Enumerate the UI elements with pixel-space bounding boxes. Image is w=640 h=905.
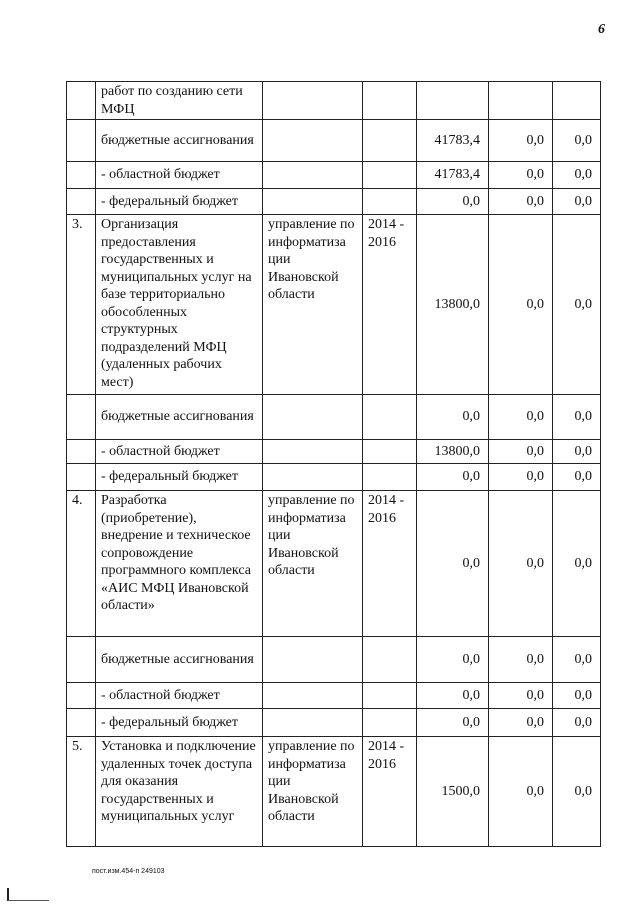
table-row <box>67 395 601 440</box>
item-name: бюджетные ассигнования <box>96 395 263 440</box>
value-2014: 13800,0 <box>417 215 489 395</box>
value-2016: 0,0 <box>553 215 601 395</box>
period: 2014 - 2016 <box>363 737 417 847</box>
item-name: - федеральный бюджет <box>96 464 263 491</box>
value-2015: 0,0 <box>489 120 553 162</box>
document-reference: пост.изм.454-п 249103 <box>92 868 165 875</box>
value-2014: 0,0 <box>417 491 489 637</box>
item-name: работ по созданию сети МФЦ <box>96 82 263 120</box>
table-row <box>67 709 601 737</box>
row-number <box>67 440 96 464</box>
period <box>363 120 417 162</box>
item-name: бюджетные ассигнования <box>96 637 263 683</box>
value-2016: 0,0 <box>553 440 601 464</box>
budget-table <box>66 81 601 847</box>
table-row <box>67 189 601 215</box>
item-name: Установка и подключение удаленных точек доступа для оказания государственных и муниципальных услуг <box>96 737 263 847</box>
executor <box>263 82 363 120</box>
value-2015: 0,0 <box>489 215 553 395</box>
value-2016: 0,0 <box>553 491 601 637</box>
period <box>363 709 417 737</box>
period <box>363 189 417 215</box>
value-2014: 41783,4 <box>417 120 489 162</box>
period <box>363 82 417 120</box>
executor: управление по информатиза ции Ивановской области <box>263 491 363 637</box>
value-2015: 0,0 <box>489 737 553 847</box>
value-2014: 0,0 <box>417 709 489 737</box>
period <box>363 683 417 709</box>
value-2014: 0,0 <box>417 395 489 440</box>
table-row <box>67 737 601 847</box>
executor <box>263 189 363 215</box>
table-row <box>67 491 601 637</box>
period <box>363 162 417 189</box>
executor <box>263 464 363 491</box>
table-row <box>67 683 601 709</box>
value-2014: 13800,0 <box>417 440 489 464</box>
row-number: 5. <box>67 737 96 847</box>
table-row <box>67 162 601 189</box>
row-number <box>67 395 96 440</box>
item-name: - областной бюджет <box>96 162 263 189</box>
value-2014: 0,0 <box>417 464 489 491</box>
value-2016: 0,0 <box>553 162 601 189</box>
value-2016: 0,0 <box>553 709 601 737</box>
value-2014: 41783,4 <box>417 162 489 189</box>
value-2015: 0,0 <box>489 395 553 440</box>
value-2015 <box>489 82 553 120</box>
executor <box>263 683 363 709</box>
item-name: - областной бюджет <box>96 683 263 709</box>
value-2015: 0,0 <box>489 162 553 189</box>
period <box>363 440 417 464</box>
row-number: 3. <box>67 215 96 395</box>
scan-corner-mark <box>7 888 49 901</box>
value-2015: 0,0 <box>489 464 553 491</box>
item-name: - федеральный бюджет <box>96 709 263 737</box>
period: 2014 - 2016 <box>363 491 417 637</box>
row-number <box>67 709 96 737</box>
value-2016 <box>553 82 601 120</box>
executor <box>263 162 363 189</box>
executor <box>263 395 363 440</box>
value-2016: 0,0 <box>553 120 601 162</box>
executor: управление по информатиза ции Ивановской области <box>263 737 363 847</box>
value-2014: 0,0 <box>417 637 489 683</box>
item-name: бюджетные ассигнования <box>96 120 263 162</box>
value-2014: 1500,0 <box>417 737 489 847</box>
item-name: - федеральный бюджет <box>96 189 263 215</box>
item-name: - областной бюджет <box>96 440 263 464</box>
value-2016: 0,0 <box>553 189 601 215</box>
executor <box>263 120 363 162</box>
executor <box>263 709 363 737</box>
value-2014 <box>417 82 489 120</box>
value-2016: 0,0 <box>553 637 601 683</box>
item-name: Разработка (приобретение), внедрение и техническое сопровождение программного комплекса «АИС МФЦ Ивановской области» <box>96 491 263 637</box>
row-number <box>67 464 96 491</box>
executor <box>263 637 363 683</box>
value-2015: 0,0 <box>489 440 553 464</box>
value-2015: 0,0 <box>489 189 553 215</box>
period <box>363 464 417 491</box>
table-row <box>67 215 601 395</box>
value-2016: 0,0 <box>553 395 601 440</box>
period <box>363 637 417 683</box>
value-2014: 0,0 <box>417 189 489 215</box>
value-2015: 0,0 <box>489 491 553 637</box>
value-2016: 0,0 <box>553 464 601 491</box>
executor <box>263 440 363 464</box>
item-name: Организация предоставления государственных и муниципальных услуг на базе территориально обособленных структурных подразделений МФЦ (удаленных рабочих мест) <box>96 215 263 395</box>
row-number <box>67 162 96 189</box>
period <box>363 395 417 440</box>
row-number <box>67 82 96 120</box>
page-number: 6 <box>598 22 605 37</box>
period: 2014 - 2016 <box>363 215 417 395</box>
table-row <box>67 82 601 120</box>
row-number <box>67 637 96 683</box>
value-2015: 0,0 <box>489 637 553 683</box>
table-row <box>67 440 601 464</box>
executor: управление по информатиза ции Ивановской области <box>263 215 363 395</box>
value-2014: 0,0 <box>417 683 489 709</box>
value-2016: 0,0 <box>553 683 601 709</box>
value-2016: 0,0 <box>553 737 601 847</box>
value-2015: 0,0 <box>489 683 553 709</box>
table-row <box>67 464 601 491</box>
row-number <box>67 683 96 709</box>
table-row <box>67 637 601 683</box>
table-row <box>67 120 601 162</box>
row-number <box>67 189 96 215</box>
row-number <box>67 120 96 162</box>
value-2015: 0,0 <box>489 709 553 737</box>
row-number: 4. <box>67 491 96 637</box>
